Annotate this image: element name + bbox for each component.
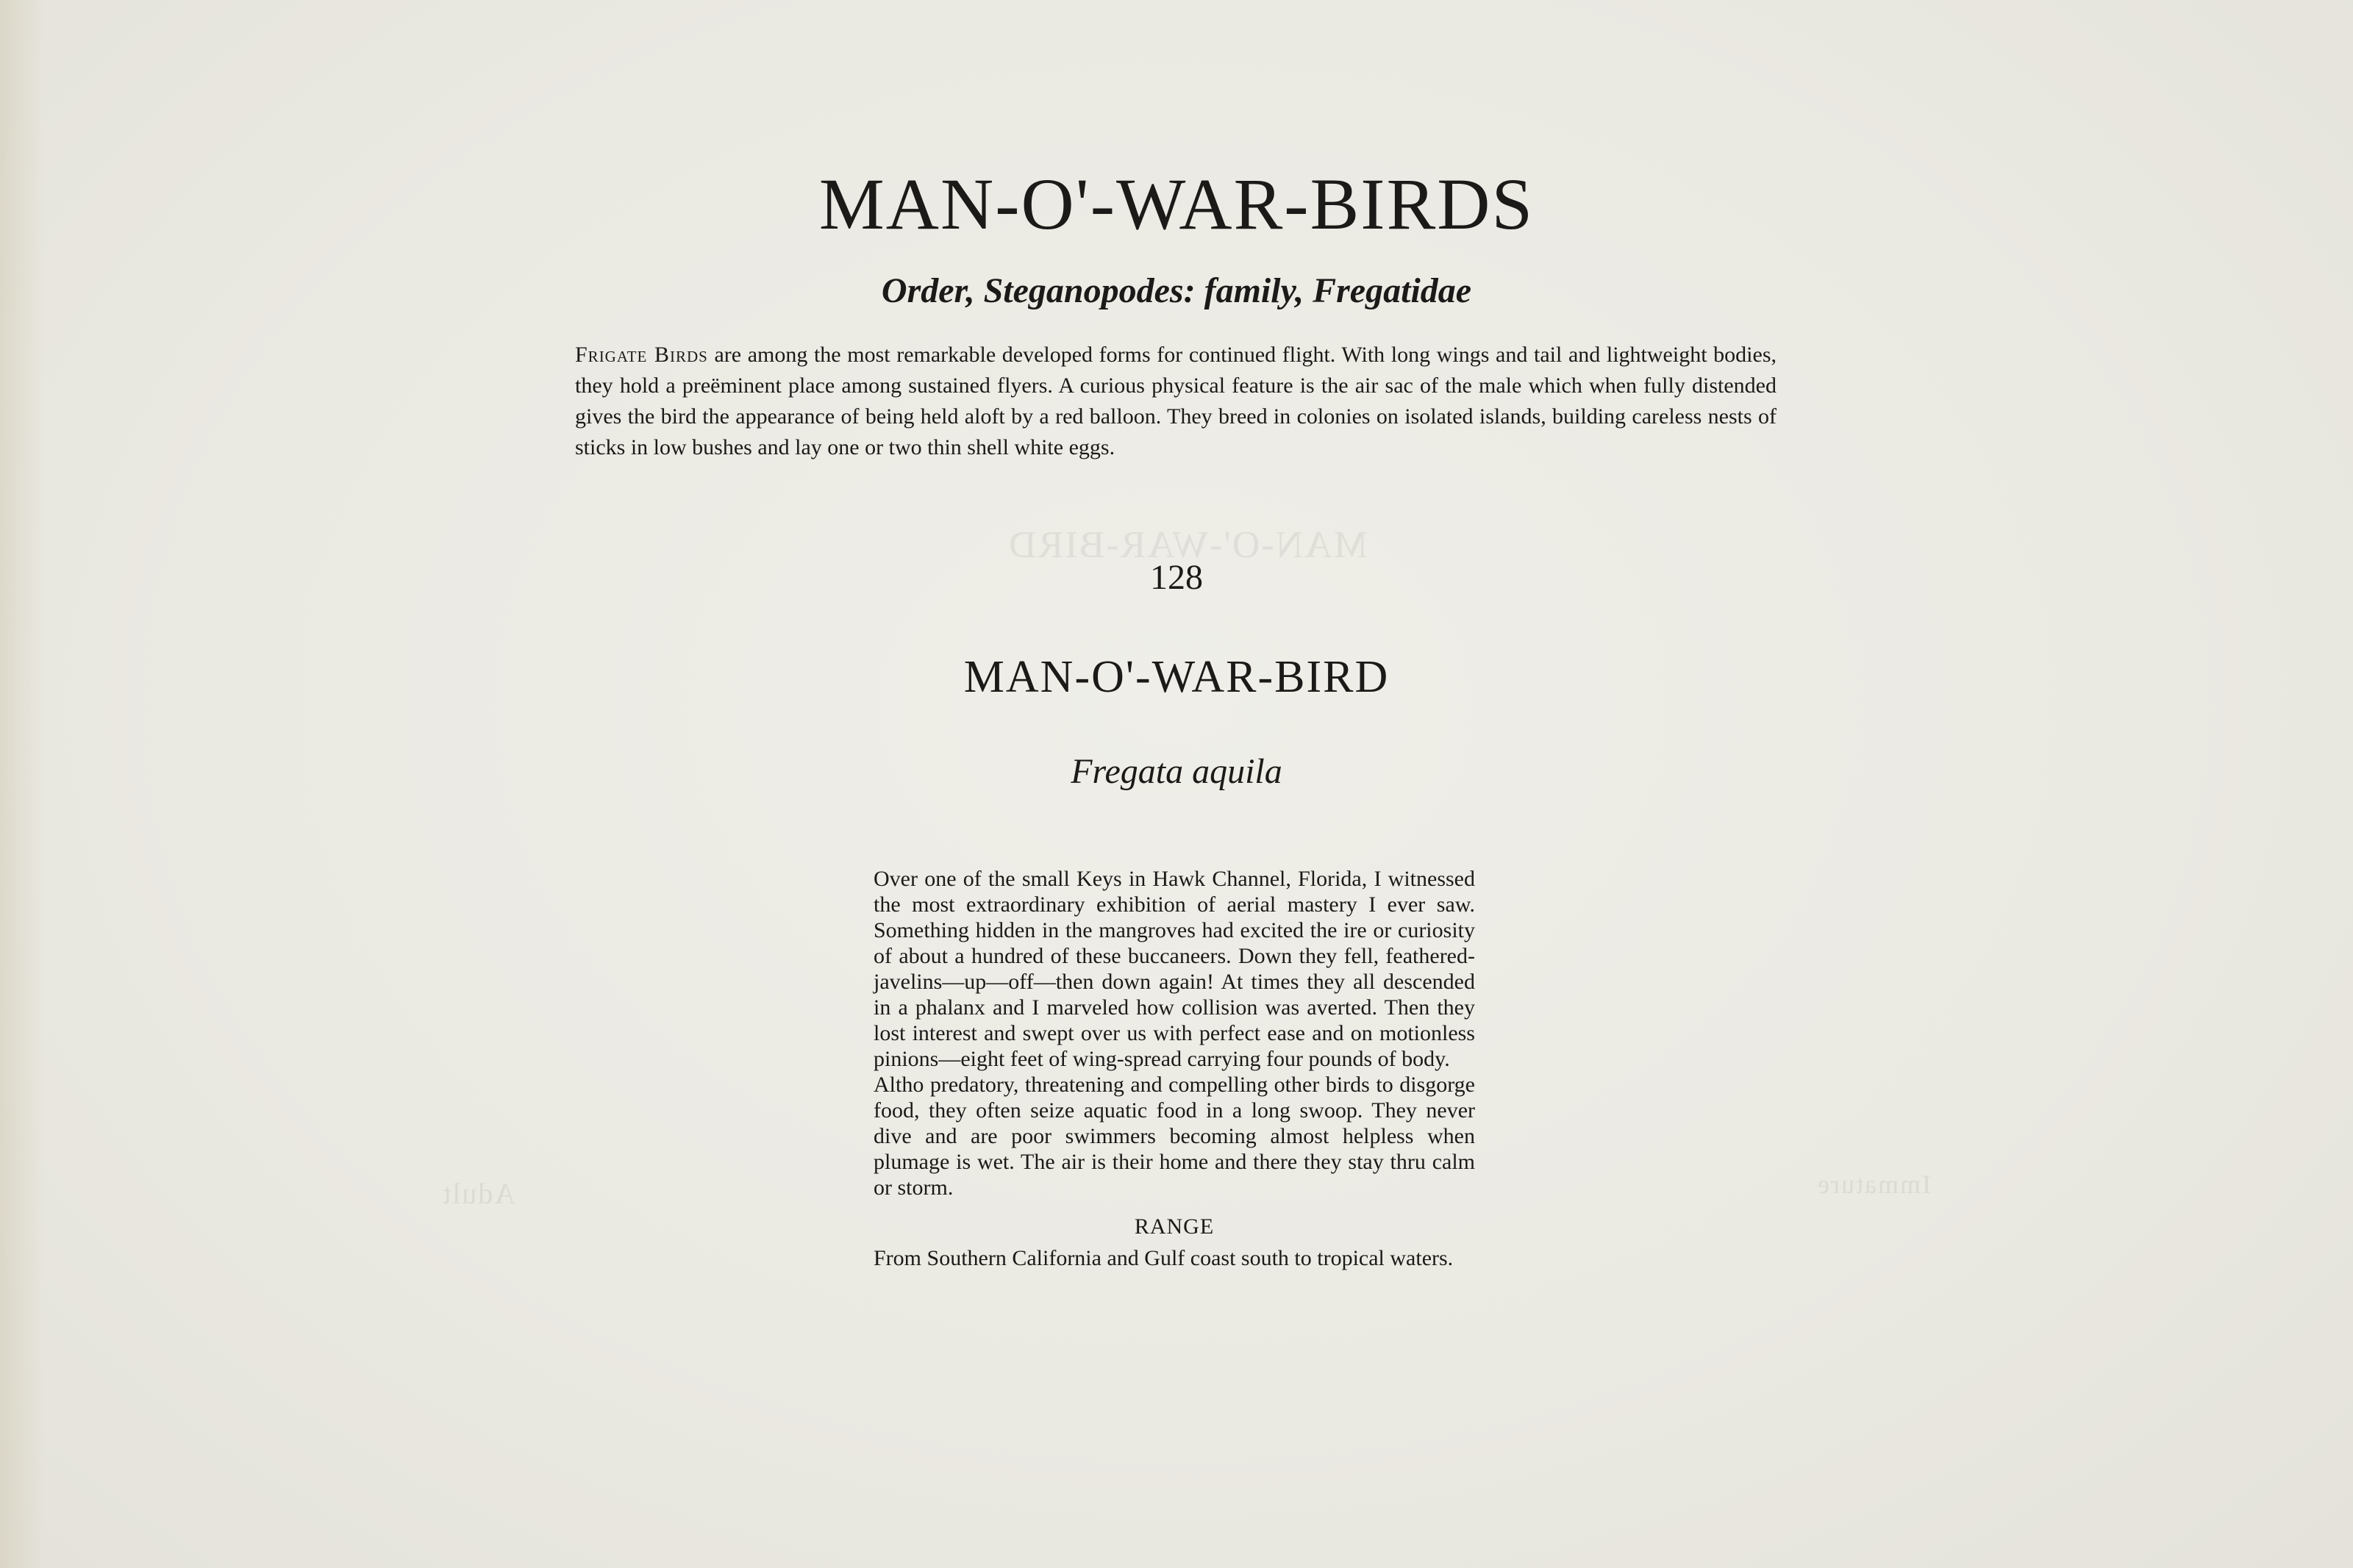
description-text: are among the most remarkable developed forms for continued flight. With long wings and tail and lightweight bodies, they hold a preëminent place among sustained flyers. A curious physical feature is the air sac of the male which when fully distended gives the bird the appearance of being held aloft by a red balloon. They breed in colonies on isolated islands, building careless nests of sticks in low bushes and lay one or two thin shell white eggs.	[575, 343, 1777, 459]
species-account	[874, 866, 1475, 1271]
show-through-text: MAN-O'-WAR-BIRD	[1007, 524, 1368, 566]
species-paragraph: Over one of the small Keys in Hawk Channel, Florida, I witnessed the most extraordinary exhibition of aerial mastery I ever saw. Something hidden in the mangroves had excited the ire or curiosity of about a hundred of these buccaneers. Down they fell, feathered-javelins—up—off—then down again! At times they all descended in a phalanx and I marveled how collision was averted. Then they lost interest and swept over us with perfect ease and on motionless pinions—eight feet of wing-spread carrying four pounds of body.	[874, 867, 1475, 1071]
family-title: MAN-O'-WAR-BIRDS	[818, 163, 1535, 245]
range-heading: RANGE	[1134, 1214, 1215, 1239]
show-through-text: Immature	[1816, 1170, 1931, 1199]
species-paragraph: Altho predatory, threatening and compelling other birds to disgorge food, they often seize aquatic food in a long swoop. They never dive and are poor swimmers becoming almost helpless when plumage is wet. The air is their home and there they stay thru calm or storm.	[874, 1073, 1475, 1200]
species-scientific-name: Fregata aquila	[1071, 752, 1282, 791]
family-subtitle: Order, Steganopodes: family, Fregatidae	[881, 271, 1472, 310]
species-title: MAN-O'-WAR-BIRD	[963, 652, 1390, 702]
plate-number: 128	[1150, 558, 1203, 597]
range-text: From Southern California and Gulf coast south to tropical waters.	[874, 1246, 1454, 1270]
description-lead-in: Frigate Birds	[575, 343, 708, 367]
show-through-text: Adult	[441, 1177, 516, 1210]
family-description	[575, 340, 1777, 463]
